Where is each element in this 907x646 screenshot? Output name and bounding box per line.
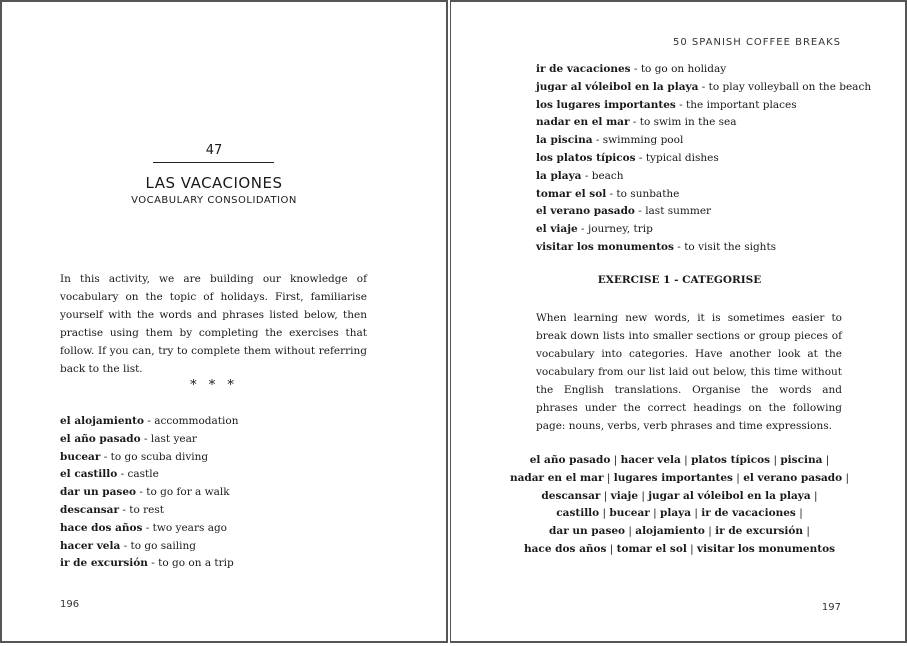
vocab-english: to swim in the sea [639,116,737,129]
vocab-spanish: la piscina [536,134,593,147]
vocab-english: to go sailing [130,539,196,552]
vocab-spanish: el alojamiento [60,415,144,427]
vocab-english: last summer [645,205,712,218]
word-bank-term: dar un paseo [549,525,626,538]
word-bank-term: descansar [541,489,601,502]
word-bank-line: hace dos años | tomar el sol | visitar los monumentos [523,542,836,555]
word-bank-term: hacer vela [620,454,681,466]
vocab-english: castle [127,468,159,481]
word-bank-line: descansar | viaje | jugar al vóleibol en la playa | [541,489,818,502]
intro-paragraph: In this activity, we are building our knowledge of vocabulary on the topic of holidays. First, familiarise yourself with the words and phrases listed below, then practise using them by completing the exercises that follow. If you can, try to complete them without referring back to the list. [60,273,367,375]
vocab-entry: el verano pasado - last summer [536,205,712,218]
vocab-spanish: ir de vacaciones [536,63,631,75]
vocab-english: beach [591,169,624,182]
running-head: 50 SPANISH COFFEE BREAKS [672,37,841,48]
vocab-spanish: dar un paseo [60,486,136,499]
word-bank-term: jugar al vóleibol en la playa [648,489,811,502]
vocab-spanish: bucear [60,450,101,463]
vocab-english: journey, trip [587,223,653,236]
vocab-english: swimming pool [602,134,684,147]
vocab-english: typical dishes [645,151,719,164]
chapter-rule [153,162,274,163]
word-bank-term: hace dos años [523,542,607,555]
vocab-spanish: hacer vela [60,539,121,552]
word-bank-term: el año pasado [529,454,611,466]
vocab-entry: dar un paseo - to go for a walk [60,486,230,499]
vocab-spanish: el verano pasado [536,205,635,218]
vocab-english: to go on holiday [640,63,727,75]
vocab-entry: el castillo - castle [60,468,159,481]
vocab-entry: tomar el sol - to sunbathe [536,187,680,200]
vocab-entry: descansar - to rest [60,503,164,516]
word-bank-line: nadar en el mar | lugares importantes | el verano pasado | [509,471,850,484]
vocab-entry: hacer vela - to go sailing [60,539,196,552]
vocab-list-left [60,413,238,573]
vocab-spanish: el viaje [536,223,578,236]
vocab-entry: nadar en el mar - to swim in the sea [536,116,737,129]
vocab-entry: ir de vacaciones - to go on holiday [536,63,727,75]
vocab-english: to go scuba diving [110,450,209,463]
vocab-english: to rest [129,503,164,516]
word-bank-term: visitar los monumentos [697,542,836,555]
word-bank-term: bucear [609,507,650,520]
exercise-instructions: When learning new words, it is sometimes easier to break down lists into smaller sections or group pieces of vocabulary into categories. Have another look at the vocabulary from our list laid out below, this time without the English translations. Organise the words and phrases under the correct headings on the following page: nouns, verbs, verb phrases and time expressions. [536,312,842,432]
section-separator: * * * [190,378,238,393]
exercise-heading: EXERCISE 1 - CATEGORISE [597,274,762,286]
vocab-entry: ir de excursión - to go on a trip [60,557,234,570]
vocab-entry: los lugares importantes - the important places [536,98,797,111]
vocab-spanish: tomar el sol [536,187,607,200]
vocab-list-right [536,61,871,257]
left-page [0,0,448,643]
word-bank-term: alojamiento [635,525,705,538]
vocab-entry: el alojamiento - accommodation [60,415,239,427]
vocab-entry: el viaje - journey, trip [536,223,653,236]
word-bank-line: dar un paseo | alojamiento | ir de excursión | [549,525,810,538]
vocab-entry: jugar al vóleibol en la playa - to play volleyball on the beach [536,80,872,93]
vocab-english: to go on a trip [158,557,234,570]
word-bank-term: ir de vacaciones [701,507,796,520]
word-bank-term: castillo [556,507,600,520]
vocab-english: to go for a walk [146,486,230,499]
word-bank-term: el verano pasado [743,471,843,484]
word-bank-term: lugares importantes [613,471,733,484]
vocab-spanish: el año pasado [60,432,141,445]
page-number-right: 197 [821,602,841,613]
word-bank-line: el año pasado | hacer vela | platos típicos | piscina | [529,454,830,466]
vocab-spanish: los platos típicos [536,151,636,164]
vocab-entry: la piscina - swimming pool [536,134,684,147]
word-bank-term: viaje [610,489,639,502]
vocab-entry: bucear - to go scuba diving [60,450,209,463]
word-bank-term: ir de excursión [715,525,804,538]
vocab-spanish: descansar [60,503,120,516]
vocab-spanish: hace dos años [60,521,143,534]
right-page [450,0,907,643]
vocab-english: accommodation [154,415,239,427]
vocab-english: to visit the sights [684,240,777,253]
chapter-number: 47 [205,143,223,158]
vocab-english: last year [150,432,197,445]
vocab-entry: visitar los monumentos - to visit the sights [536,240,777,253]
vocab-english: the important places [686,98,797,111]
word-bank-term: nadar en el mar [509,471,604,484]
vocab-spanish: visitar los monumentos [536,240,674,253]
word-bank-term: tomar el sol [616,542,687,555]
word-bank-line: castillo | bucear | playa | ir de vacaciones | [556,507,803,520]
vocab-spanish: los lugares importantes [536,98,676,111]
vocab-spanish: jugar al vóleibol en la playa [536,80,699,93]
vocab-spanish: la playa [536,169,582,182]
vocab-entry: los platos típicos - typical dishes [536,151,719,164]
word-bank-term: piscina [780,454,823,466]
vocab-english: to play volleyball on the beach [708,80,872,93]
vocab-spanish: ir de excursión [60,557,148,570]
word-bank [451,452,907,559]
vocab-spanish: nadar en el mar [536,116,630,129]
vocab-spanish: el castillo [60,468,118,481]
chapter-title: LAS VACACIONES [145,174,283,192]
page-number-left: 196 [60,599,80,610]
word-bank-term: playa [660,507,692,520]
vocab-entry: hace dos años - two years ago [60,521,227,534]
vocab-entry: la playa - beach [536,169,624,182]
vocab-entry: el año pasado - last year [60,432,197,445]
vocab-english: to sunbathe [616,187,680,200]
word-bank-term: platos típicos [691,454,771,466]
vocab-english: two years ago [152,521,227,534]
chapter-subtitle: VOCABULARY CONSOLIDATION [131,195,297,206]
